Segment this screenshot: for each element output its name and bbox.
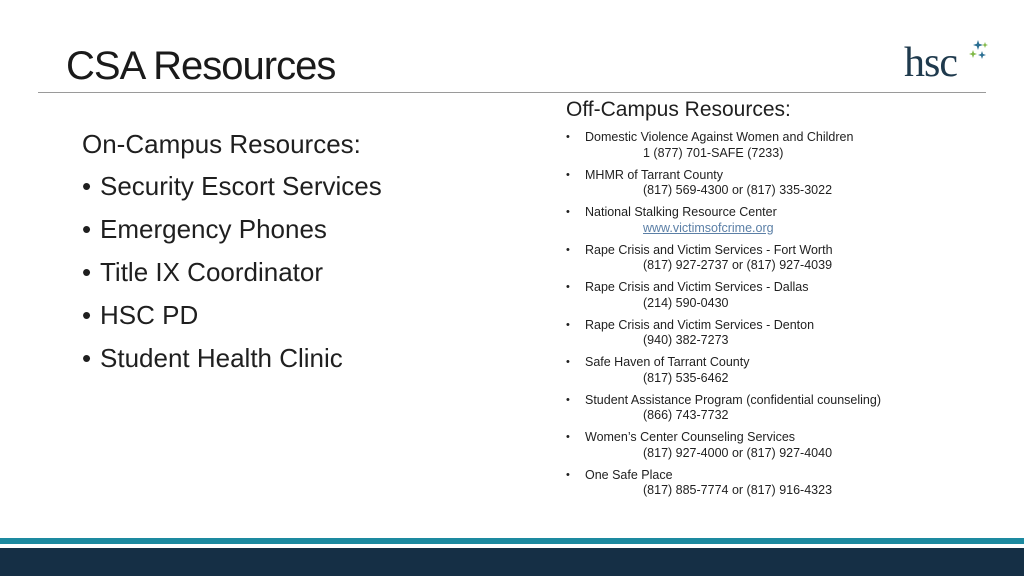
list-item <box>566 468 986 506</box>
resource-name: Safe Haven of Tarrant County <box>585 355 750 369</box>
list-item-label: Title IX Coordinator <box>100 257 324 287</box>
on-campus-heading: On-Campus Resources: <box>82 129 361 159</box>
list-item-label: HSC PD <box>100 300 199 330</box>
list-item <box>566 168 986 206</box>
resource-phone: (817) 569-4300 or (817) 335-3022 <box>643 183 833 197</box>
list-item-label: Emergency Phones <box>100 214 327 244</box>
bullet-icon: • <box>566 431 570 443</box>
resource-name: Rape Crisis and Victim Services - Dallas <box>585 280 809 294</box>
bullet-icon: • <box>82 257 92 287</box>
resource-name: Rape Crisis and Victim Services - Denton <box>585 317 815 332</box>
footer-accent-bar <box>0 538 1024 544</box>
bullet-icon: • <box>566 281 570 293</box>
bullet-icon: • <box>566 131 570 143</box>
list-item <box>566 430 986 468</box>
list-item <box>82 340 382 383</box>
resource-phone: (940) 382-7273 <box>643 333 729 347</box>
list-item-label: Student Health Clinic <box>100 343 343 373</box>
bullet-icon: • <box>566 206 570 218</box>
resource-name: Student Assistance Program (confidential counseling) <box>585 392 881 407</box>
resource-phone: (817) 535-6462 <box>643 370 729 385</box>
resource-name: Rape Crisis and Victim Services - Fort Worth <box>585 242 833 257</box>
off-campus-list <box>566 130 986 505</box>
resource-phone: (817) 885-7774 or (817) 916-4323 <box>643 483 833 497</box>
logo-text: hsc <box>904 40 957 86</box>
on-campus-section <box>82 126 382 383</box>
header-divider <box>38 92 986 93</box>
resource-name: Women’s Center Counseling Services <box>585 430 796 444</box>
footer-bar <box>0 548 1024 576</box>
resource-phone: 1 (877) 701-SAFE (7233) <box>643 145 784 160</box>
list-item <box>566 393 986 431</box>
hsc-logo <box>900 36 990 86</box>
bullet-icon: • <box>566 318 570 331</box>
list-item <box>566 205 986 243</box>
bullet-icon: • <box>566 468 570 481</box>
bullet-icon: • <box>82 343 92 373</box>
slide-title: CSA Resources <box>66 44 336 88</box>
sparkle-stars-icon <box>958 38 988 68</box>
bullet-icon: • <box>566 243 570 256</box>
resource-name: MHMR of Tarrant County <box>585 167 724 182</box>
resource-phone: (866) 743-7732 <box>643 408 729 422</box>
list-item <box>82 254 382 297</box>
list-item <box>82 168 382 211</box>
list-item <box>566 243 986 281</box>
resource-name: National Stalking Resource Center <box>585 205 777 219</box>
list-item-label: Security Escort Services <box>100 171 382 201</box>
resource-phone: (817) 927-2737 or (817) 927-4039 <box>643 258 833 272</box>
list-item <box>82 211 382 254</box>
list-item <box>82 297 382 340</box>
list-item <box>566 355 986 393</box>
list-item <box>566 318 986 356</box>
off-campus-section <box>566 94 986 505</box>
bullet-icon: • <box>82 171 92 201</box>
resource-phone: (214) 590-0430 <box>643 295 729 310</box>
bullet-icon: • <box>566 168 570 181</box>
resource-name: Domestic Violence Against Women and Children <box>585 130 854 144</box>
bullet-icon: • <box>566 393 570 406</box>
on-campus-list <box>82 168 382 383</box>
resource-website-link[interactable]: www.victimsofcrime.org <box>643 220 774 235</box>
bullet-icon: • <box>82 214 92 244</box>
bullet-icon: • <box>566 356 570 368</box>
resource-phone: (817) 927-4000 or (817) 927-4040 <box>643 445 833 460</box>
bullet-icon: • <box>82 300 92 330</box>
list-item <box>566 130 986 168</box>
resource-name: One Safe Place <box>585 467 673 482</box>
off-campus-heading: Off-Campus Resources: <box>566 98 791 121</box>
list-item <box>566 280 986 318</box>
